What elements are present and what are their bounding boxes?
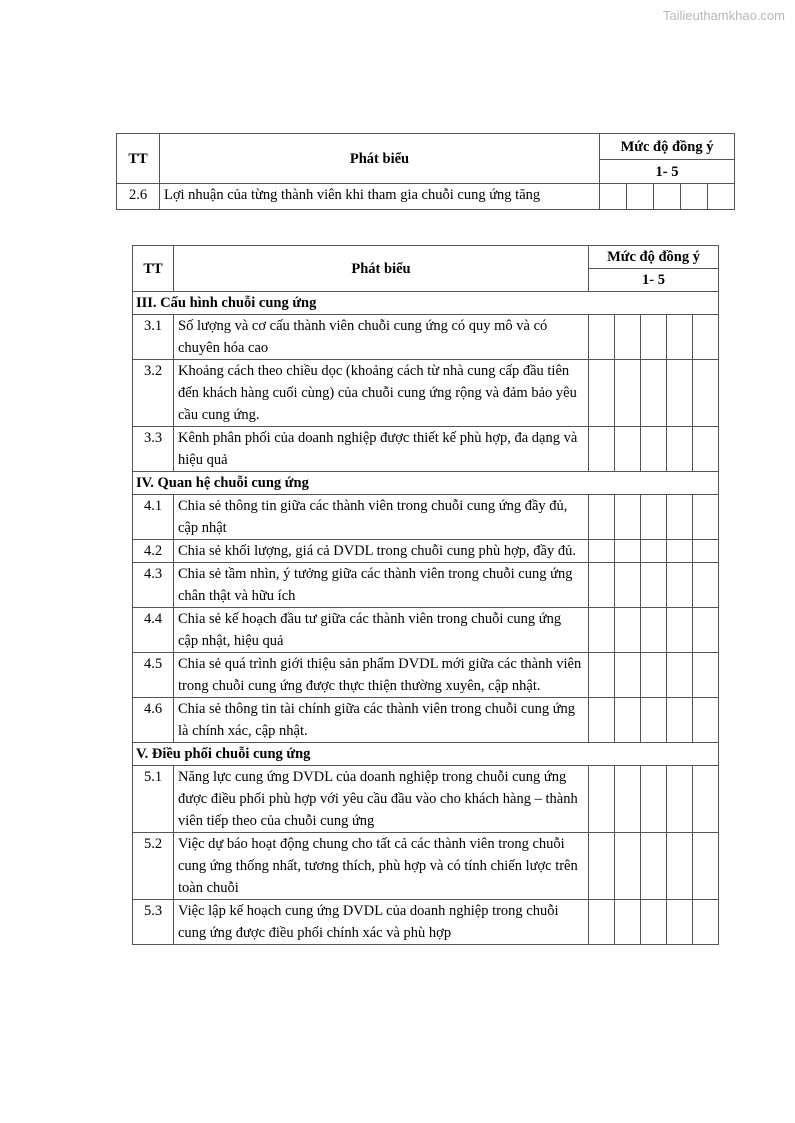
rating-box[interactable] — [641, 315, 667, 360]
rating-box[interactable] — [615, 540, 641, 563]
rating-box[interactable] — [589, 608, 615, 653]
rating-box[interactable] — [693, 698, 719, 743]
table-row — [133, 360, 719, 427]
rating-box[interactable] — [589, 540, 615, 563]
section-title: IV. Quan hệ chuỗi cung ứng — [133, 472, 719, 495]
rating-box[interactable] — [667, 360, 693, 427]
rating-box[interactable] — [641, 563, 667, 608]
section-row — [133, 292, 719, 315]
table-row — [133, 833, 719, 900]
header-scale: 1- 5 — [589, 269, 719, 292]
rating-box[interactable] — [600, 184, 627, 210]
rating-box[interactable] — [667, 315, 693, 360]
header-statement: Phát biểu — [160, 134, 600, 184]
rating-box[interactable] — [615, 833, 641, 900]
header-statement: Phát biểu — [174, 246, 589, 292]
rating-box[interactable] — [589, 766, 615, 833]
rating-box[interactable] — [667, 608, 693, 653]
rating-box[interactable] — [654, 184, 681, 210]
row-text: Chia sẻ thông tin tài chính giữa các thành viên trong chuỗi cung ứng là chính xác, cập nhật. — [174, 698, 589, 743]
row-text: Chia sẻ khối lượng, giá cả DVDL trong chuỗi cung phù hợp, đầy đủ. — [174, 540, 589, 563]
rating-box[interactable] — [615, 766, 641, 833]
rating-box[interactable] — [667, 698, 693, 743]
row-text: Khoảng cách theo chiều dọc (khoảng cách từ nhà cung cấp đầu tiên đến khách hàng cuối cùng) của chuỗi cung ứng rộng và đảm bảo yêu cầu cung ứng. — [174, 360, 589, 427]
row-id: 3.1 — [133, 315, 174, 360]
row-text: Chia sẻ quá trình giới thiệu sản phẩm DVDL mới giữa các thành viên trong chuỗi cung ứng được thực thiện thường xuyên, cập nhật. — [174, 653, 589, 698]
rating-box[interactable] — [693, 427, 719, 472]
rating-box[interactable] — [615, 698, 641, 743]
row-text: Chia sẻ kế hoạch đầu tư giữa các thành viên trong chuỗi cung ứng cập nhật, hiệu quả — [174, 608, 589, 653]
rating-box[interactable] — [667, 833, 693, 900]
row-text: Kênh phân phối của doanh nghiệp được thiết kế phù hợp, đa dạng và hiệu quả — [174, 427, 589, 472]
table-row — [133, 766, 719, 833]
table-row — [117, 184, 735, 210]
header-scale: 1- 5 — [600, 160, 735, 184]
section-title: V. Điều phối chuỗi cung ứng — [133, 743, 719, 766]
row-text: Năng lực cung ứng DVDL của doanh nghiệp trong chuỗi cung ứng được điều phối phù hợp với yêu cầu đầu vào cho khách hàng – thành viên tiếp theo của chuỗi cung ứng — [174, 766, 589, 833]
section-row — [133, 472, 719, 495]
row-id: 4.4 — [133, 608, 174, 653]
row-id: 4.1 — [133, 495, 174, 540]
rating-box[interactable] — [641, 766, 667, 833]
rating-box[interactable] — [615, 563, 641, 608]
rating-box[interactable] — [641, 540, 667, 563]
rating-box[interactable] — [615, 495, 641, 540]
rating-box[interactable] — [589, 427, 615, 472]
section-title: III. Cấu hình chuỗi cung ứng — [133, 292, 719, 315]
row-text: Việc lập kế hoạch cung ứng DVDL của doanh nghiệp trong chuỗi cung ứng được điều phối chính xác và phù hợp — [174, 900, 589, 945]
rating-box[interactable] — [589, 563, 615, 608]
rating-box[interactable] — [667, 427, 693, 472]
header-tt: TT — [117, 134, 160, 184]
row-id: 4.3 — [133, 563, 174, 608]
row-text: Chia sẻ tầm nhìn, ý tưởng giữa các thành viên trong chuỗi cung ứng chân thật và hữu ích — [174, 563, 589, 608]
rating-box[interactable] — [667, 563, 693, 608]
rating-box[interactable] — [589, 833, 615, 900]
table-row — [133, 427, 719, 472]
rating-box[interactable] — [589, 698, 615, 743]
rating-box[interactable] — [708, 184, 735, 210]
rating-box[interactable] — [693, 495, 719, 540]
table-row — [133, 698, 719, 743]
table-row — [133, 540, 719, 563]
rating-box[interactable] — [589, 315, 615, 360]
section-row — [133, 743, 719, 766]
rating-box[interactable] — [693, 900, 719, 945]
survey-table-1 — [116, 133, 735, 210]
rating-box[interactable] — [615, 315, 641, 360]
row-id: 4.2 — [133, 540, 174, 563]
rating-box[interactable] — [641, 698, 667, 743]
rating-box[interactable] — [627, 184, 654, 210]
row-id: 2.6 — [117, 184, 160, 210]
rating-box[interactable] — [667, 495, 693, 540]
row-id: 5.2 — [133, 833, 174, 900]
row-id: 3.2 — [133, 360, 174, 427]
header-agreement: Mức độ đồng ý — [589, 246, 719, 269]
rating-box[interactable] — [641, 495, 667, 540]
rating-box[interactable] — [693, 608, 719, 653]
rating-box[interactable] — [667, 540, 693, 563]
row-text: Số lượng và cơ cấu thành viên chuỗi cung ứng có quy mô và có chuyên hóa cao — [174, 315, 589, 360]
rating-box[interactable] — [693, 766, 719, 833]
survey-table-2 — [132, 245, 719, 945]
table-row — [133, 563, 719, 608]
rating-box[interactable] — [641, 360, 667, 427]
row-id: 3.3 — [133, 427, 174, 472]
rating-box[interactable] — [641, 900, 667, 945]
rating-box[interactable] — [615, 653, 641, 698]
row-text: Việc dự báo hoạt động chung cho tất cả các thành viên trong chuỗi cung ứng thống nhất, tương thích, phù hợp và có tính chiến lược trên toàn chuỗi — [174, 833, 589, 900]
table-row — [133, 653, 719, 698]
rating-box[interactable] — [589, 360, 615, 427]
row-text: Lợi nhuận của từng thành viên khi tham gia chuỗi cung ứng tăng — [160, 184, 600, 210]
header-agreement: Mức độ đồng ý — [600, 134, 735, 160]
rating-box[interactable] — [589, 495, 615, 540]
rating-box[interactable] — [681, 184, 708, 210]
table-row — [133, 900, 719, 945]
rating-box[interactable] — [615, 900, 641, 945]
rating-box[interactable] — [693, 833, 719, 900]
table-row — [133, 495, 719, 540]
header-tt: TT — [133, 246, 174, 292]
table-row — [133, 315, 719, 360]
watermark: Tailieuthamkhao.com — [662, 8, 785, 23]
rating-box[interactable] — [667, 653, 693, 698]
row-id: 4.6 — [133, 698, 174, 743]
rating-box[interactable] — [693, 653, 719, 698]
rating-box[interactable] — [641, 653, 667, 698]
row-id: 4.5 — [133, 653, 174, 698]
row-id: 5.3 — [133, 900, 174, 945]
rating-box[interactable] — [641, 608, 667, 653]
rating-box[interactable] — [693, 540, 719, 563]
rating-box[interactable] — [667, 900, 693, 945]
rating-box[interactable] — [615, 608, 641, 653]
rating-box[interactable] — [641, 427, 667, 472]
rating-box[interactable] — [615, 360, 641, 427]
row-id: 5.1 — [133, 766, 174, 833]
rating-box[interactable] — [589, 653, 615, 698]
rating-box[interactable] — [641, 833, 667, 900]
row-text: Chia sẻ thông tin giữa các thành viên trong chuỗi cung ứng đầy đủ, cập nhật — [174, 495, 589, 540]
rating-box[interactable] — [589, 900, 615, 945]
rating-box[interactable] — [667, 766, 693, 833]
rating-box[interactable] — [693, 563, 719, 608]
table-row — [133, 608, 719, 653]
rating-box[interactable] — [615, 427, 641, 472]
rating-box[interactable] — [693, 360, 719, 427]
rating-box[interactable] — [693, 315, 719, 360]
